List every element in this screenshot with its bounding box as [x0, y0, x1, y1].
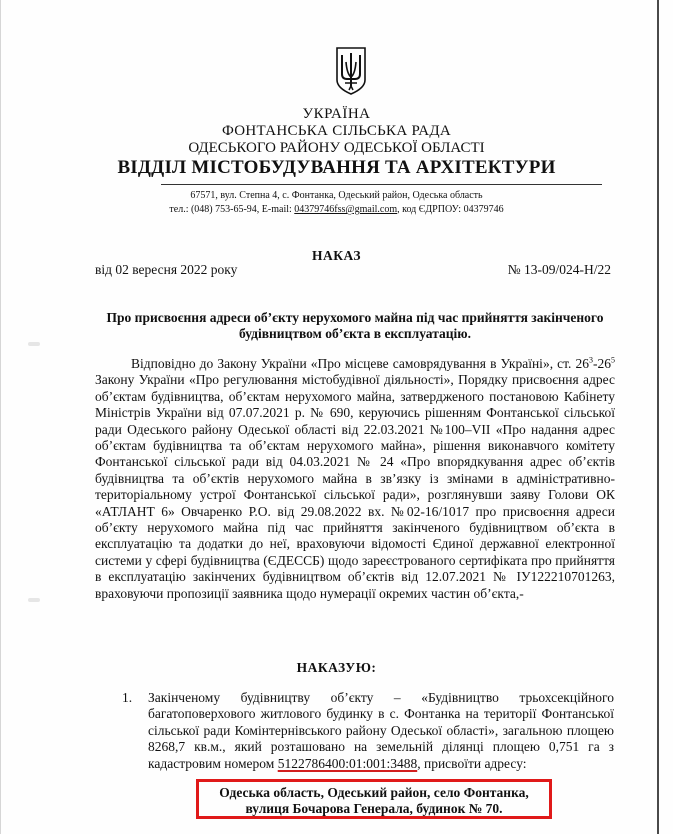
header-council: ФОНТАНСЬКА СІЛЬСЬКА РАДА [221, 123, 452, 139]
contact-line [0, 204, 673, 215]
order-date: від 02 вересня 2022 року [95, 262, 238, 277]
contact-edrpou: , код ЄДРПОУ: 04379746 [397, 204, 504, 215]
contact-email-link[interactable]: 04379746fss@gmail.com [294, 204, 398, 215]
contact-phone: тел.: (048) 753-65-94, E-mail: [169, 204, 295, 215]
assigned-address-line2: вулиця Бочарова Генерала, будинок № 70. [245, 801, 503, 816]
order-title: НАКАЗ [311, 248, 362, 263]
coat-of-arms-trident-icon [334, 46, 368, 96]
assigned-address-box [196, 779, 552, 819]
item-text: Закінченому будівництву об’єкту – «Будівництво трьохсекційного багатоповерхового житлового будинку в с. Фонтанка на території Фонтанської сільської ради Комінтернівського району Одеської області», загальною площею 8268,7 кв.м., який розташовано на земельній ділянці площею 0,751 га з кадастровим номером 5122786400:01:001:3488, присвоїти адресу: [148, 690, 614, 771]
header-department: ВІДДІЛ МІСТОБУДУВАННЯ ТА АРХІТЕКТУРИ [117, 157, 556, 178]
order-directive-heading: НАКАЗУЮ: [296, 660, 377, 675]
scan-artifact [28, 598, 40, 602]
header-divider [161, 184, 602, 185]
header-district: ОДЕСЬКОГО РАЙОНУ ОДЕСЬКОЇ ОБЛАСТІ [188, 140, 485, 156]
contact-address: 67571, вул. Степна 4, с. Фонтанка, Одеський район, Одеська область [190, 190, 483, 201]
item-number: 1. [122, 690, 133, 705]
order-preamble: Відповідно до Закону України «Про місцеве самоврядування в Україні», ст. $26^3-26^5$ Закону України «Про регулювання містобудівної діяльності», Порядку присвоєння адрес об’єктам будівництва, об’єктам нерухомого майна, затвердженого постановою Кабінету Міністрів України від 07.07.2021 р. № 690, керуючись рішенням Фонтанської сільської ради Одеського району Одеської області від 22.03.2021 №100–VII «Про надання адрес об’єктам будівництва та об’єктам нерухомого майна», рішення виконавчого комітету Фонтанської сільської ради від 04.03.2021 № 24 «Про впорядкування адрес об’єктів будівництва та об’єктів нерухомого майна в зв’язку із змінами в адміністративно-територіальному устрої Фонтанської сільської ради», розглянувши заяву Голови ОК «АТЛАНТ 6» Овчаренко Р.О. від 29.08.2022 вх. №02-16/1017 про присвоєння адреси об’єкту нерухомого майна під час прийняття закінченого будівництвом об’єкта в експлуатацію та додатки до неї, враховуючи відомості Єдиної державної електронної системи у сфері будівництва (ЄДЕССБ) щодо зареєстрованого сертифіката про прийняття в експлуатацію закінчених будівництвом об’єктів від 12.07.2021 № ІУ122210701263, враховуючи пропозиції заявника щодо нумерації окремих частин об’єкта,- [95, 355, 615, 601]
order-subject: Про присвоєння адреси об’єкту нерухомого майна під час прийняття закінченого будівництвом об’єкта в експлуатацію. [106, 310, 604, 341]
cadastral-number: 5122786400:01:001:3488 [277, 755, 418, 771]
header-country: УКРАЇНА [302, 106, 371, 122]
assigned-address-line1: Одеська область, Одеський район, село Фонтанка, [219, 785, 529, 800]
order-number: № 13-09/024-Н/22 [507, 262, 611, 277]
scan-artifact [28, 342, 40, 346]
